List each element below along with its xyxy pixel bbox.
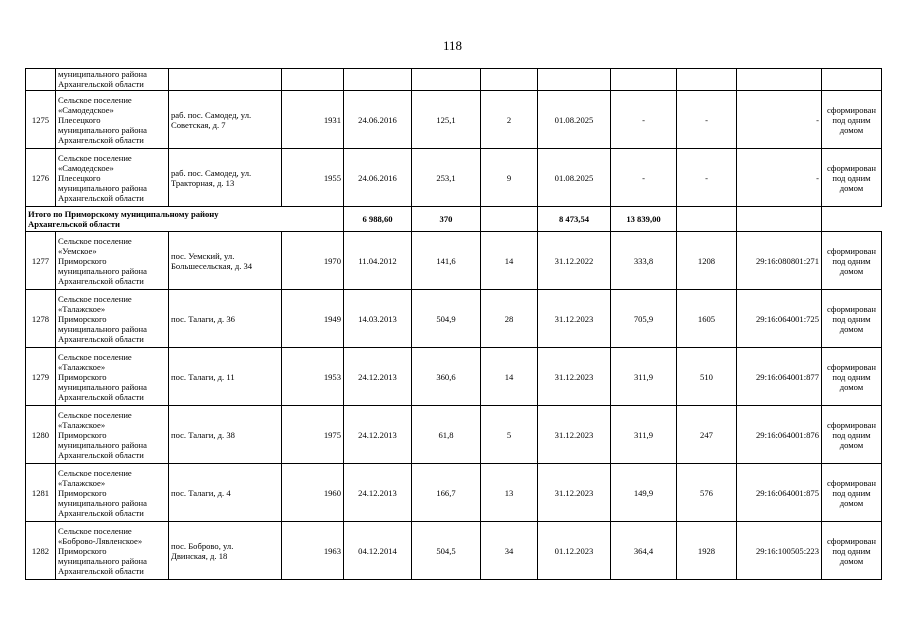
- total-label-line: Итого по Приморскому муниципальному району: [28, 209, 219, 219]
- cell-value-1: 311,9: [611, 406, 677, 464]
- cell-value-2: 1208: [677, 232, 737, 290]
- total-cadastral: [677, 207, 737, 232]
- name-line: муниципального района: [58, 182, 147, 193]
- cell-num: 1280: [26, 406, 56, 464]
- cell-deadline: 01.12.2023: [538, 522, 611, 580]
- cell-value-1: 333,8: [611, 232, 677, 290]
- cell-cadastral: 29:16:064001:725: [737, 290, 822, 348]
- cell-name: [56, 91, 169, 149]
- address-line: пос. Талаги, д. 11: [171, 371, 235, 382]
- cell-value-1: -: [611, 91, 677, 149]
- cell-address: [169, 232, 282, 290]
- address-line: пос. Талаги, д. 38: [171, 429, 235, 440]
- note-line: домом: [839, 497, 864, 508]
- cell-value-2: [677, 69, 737, 91]
- note-line: под одним: [832, 114, 871, 125]
- cell-note: [822, 290, 882, 348]
- cell-value-1: 364,4: [611, 522, 677, 580]
- note-line: под одним: [832, 255, 871, 266]
- cell-value-1: [611, 69, 677, 91]
- cell-people: 14: [481, 348, 538, 406]
- cell-cadastral: 29:16:100505:223: [737, 522, 822, 580]
- cell-value-2: 247: [677, 406, 737, 464]
- note-line: сформирован: [827, 104, 876, 115]
- cell-year: 1970: [282, 232, 344, 290]
- address-line: пос. Талаги, д. 4: [171, 487, 231, 498]
- note-line: под одним: [832, 371, 871, 382]
- name-line: муниципального района: [58, 265, 147, 276]
- name-line: Архангельской области: [58, 134, 144, 145]
- cell-date: 14.03.2013: [344, 290, 412, 348]
- total-value-1: 8 473,54: [538, 207, 611, 232]
- cell-deadline: 01.08.2025: [538, 149, 611, 207]
- name-line: Приморского: [58, 429, 107, 440]
- name-line: Архангельской области: [58, 79, 144, 89]
- name-line: Сельское поселение: [58, 293, 132, 304]
- total-deadline: [481, 207, 538, 232]
- total-label: [26, 207, 344, 232]
- name-line: муниципального района: [58, 439, 147, 450]
- cell-name: [56, 406, 169, 464]
- cell-name: [56, 348, 169, 406]
- cell-area: 504,9: [412, 290, 481, 348]
- cell-name: [56, 290, 169, 348]
- cell-cadastral: 29:16:064001:876: [737, 406, 822, 464]
- name-line: Приморского: [58, 255, 107, 266]
- cell-deadline: 31.12.2023: [538, 406, 611, 464]
- total-label-line: Архангельской области: [28, 219, 120, 229]
- cell-cadastral: -: [737, 149, 822, 207]
- cell-year: 1963: [282, 522, 344, 580]
- address-line: раб. пос. Самодед, ул.: [171, 109, 252, 120]
- cell-people: 2: [481, 91, 538, 149]
- continuation-row: [26, 69, 882, 91]
- cell-area: 166,7: [412, 464, 481, 522]
- table-body: [26, 69, 882, 580]
- address-line: пос. Уемский, ул.: [171, 250, 235, 261]
- cell-num: 1275: [26, 91, 56, 149]
- name-line: «Талажское»: [58, 361, 106, 372]
- name-line: «Самодедское»: [58, 104, 114, 115]
- cell-num: 1281: [26, 464, 56, 522]
- cell-date: 24.12.2013: [344, 464, 412, 522]
- cell-date: 24.06.2016: [344, 149, 412, 207]
- cell-deadline: 31.12.2022: [538, 232, 611, 290]
- note-line: под одним: [832, 545, 871, 556]
- cell-note: [822, 464, 882, 522]
- total-value-2: 13 839,00: [611, 207, 677, 232]
- name-line: муниципального района: [58, 497, 147, 508]
- cell-date: 24.06.2016: [344, 91, 412, 149]
- cell-people: 9: [481, 149, 538, 207]
- cell-date: 24.12.2013: [344, 406, 412, 464]
- name-line: Приморского: [58, 545, 107, 556]
- cell-cadastral: [737, 69, 822, 91]
- cell-value-2: 510: [677, 348, 737, 406]
- name-line: Плесецкого: [58, 172, 101, 183]
- cell-date: 11.04.2012: [344, 232, 412, 290]
- cell-note: [822, 406, 882, 464]
- name-line: «Боброво-Лявленское»: [58, 535, 143, 546]
- cell-people: 13: [481, 464, 538, 522]
- name-line: Архангельской области: [58, 507, 144, 518]
- name-line: «Талажское»: [58, 303, 106, 314]
- cell-deadline: 31.12.2023: [538, 464, 611, 522]
- housing-register-table: [25, 68, 882, 580]
- cell-name: [56, 522, 169, 580]
- name-line: Сельское поселение: [58, 467, 132, 478]
- note-line: сформирован: [827, 245, 876, 256]
- cell-note: [822, 522, 882, 580]
- name-line: Архангельской области: [58, 391, 144, 402]
- cell-name: [56, 149, 169, 207]
- address-line: Большесельская, д. 34: [171, 260, 253, 271]
- cell-value-1: -: [611, 149, 677, 207]
- cell-area: 125,1: [412, 91, 481, 149]
- name-line: Сельское поселение: [58, 525, 132, 536]
- table-row: [26, 406, 882, 464]
- name-line: муниципального района: [58, 323, 147, 334]
- name-line: Архангельской области: [58, 333, 144, 344]
- name-line: муниципального района: [58, 69, 147, 79]
- name-line: Архангельской области: [58, 192, 144, 203]
- name-line: Архангельской области: [58, 449, 144, 460]
- page-number: 118: [442, 38, 463, 53]
- cell-year: 1955: [282, 149, 344, 207]
- cell-area: 61,8: [412, 406, 481, 464]
- cell-value-1: 311,9: [611, 348, 677, 406]
- cell-year: [282, 69, 344, 91]
- address-line: пос. Боброво, ул.: [171, 540, 234, 551]
- cell-area: 253,1: [412, 149, 481, 207]
- note-line: домом: [839, 124, 864, 135]
- total-note: [737, 207, 822, 232]
- cell-address: [169, 522, 282, 580]
- name-line: муниципального района: [58, 124, 147, 135]
- cell-year: 1931: [282, 91, 344, 149]
- cell-year: 1949: [282, 290, 344, 348]
- cell-address: [169, 69, 282, 91]
- name-line: «Талажское»: [58, 419, 106, 430]
- name-line: Плесецкого: [58, 114, 101, 125]
- cell-num: 1277: [26, 232, 56, 290]
- name-line: Сельское поселение: [58, 409, 132, 420]
- note-line: под одним: [832, 487, 871, 498]
- cell-people: 5: [481, 406, 538, 464]
- note-line: домом: [839, 439, 864, 450]
- cell-address: [169, 91, 282, 149]
- address-line: пос. Талаги, д. 36: [171, 313, 235, 324]
- cell-date: 24.12.2013: [344, 348, 412, 406]
- note-line: под одним: [832, 313, 871, 324]
- address-line: Советская, д. 7: [171, 119, 226, 130]
- name-line: Сельское поселение: [58, 94, 132, 105]
- total-people: 370: [412, 207, 481, 232]
- table-row: [26, 232, 882, 290]
- cell-name: [56, 69, 169, 91]
- total-row: [26, 207, 882, 232]
- cell-note: [822, 91, 882, 149]
- table-row: [26, 522, 882, 580]
- cell-area: [412, 69, 481, 91]
- name-line: Сельское поселение: [58, 351, 132, 362]
- cell-year: 1975: [282, 406, 344, 464]
- name-line: Сельское поселение: [58, 235, 132, 246]
- note-line: домом: [839, 265, 864, 276]
- address-line: Двинская, д. 18: [171, 550, 228, 561]
- note-line: домом: [839, 182, 864, 193]
- note-line: сформирован: [827, 419, 876, 430]
- cell-note: [822, 348, 882, 406]
- cell-value-1: 705,9: [611, 290, 677, 348]
- cell-year: 1953: [282, 348, 344, 406]
- note-line: домом: [839, 381, 864, 392]
- cell-value-2: 1605: [677, 290, 737, 348]
- cell-num: 1276: [26, 149, 56, 207]
- cell-area: 141,6: [412, 232, 481, 290]
- name-line: Приморского: [58, 371, 107, 382]
- cell-people: 14: [481, 232, 538, 290]
- name-line: Сельское поселение: [58, 152, 132, 163]
- name-line: «Самодедское»: [58, 162, 114, 173]
- table-row: [26, 464, 882, 522]
- cell-name: [56, 232, 169, 290]
- cell-date: [344, 69, 412, 91]
- cell-area: 360,6: [412, 348, 481, 406]
- address-line: Тракторная, д. 13: [171, 177, 235, 188]
- note-line: домом: [839, 555, 864, 566]
- cell-people: 34: [481, 522, 538, 580]
- cell-address: [169, 348, 282, 406]
- cell-year: 1960: [282, 464, 344, 522]
- note-line: домом: [839, 323, 864, 334]
- name-line: Архангельской области: [58, 275, 144, 286]
- cell-value-2: -: [677, 91, 737, 149]
- name-line: Приморского: [58, 313, 107, 324]
- note-line: сформирован: [827, 303, 876, 314]
- note-line: сформирован: [827, 535, 876, 546]
- cell-deadline: 31.12.2023: [538, 348, 611, 406]
- table-row: [26, 149, 882, 207]
- cell-cadastral: 29:16:080801:271: [737, 232, 822, 290]
- cell-value-2: -: [677, 149, 737, 207]
- cell-deadline: 31.12.2023: [538, 290, 611, 348]
- note-line: под одним: [832, 429, 871, 440]
- table-row: [26, 290, 882, 348]
- cell-cadastral: 29:16:064001:875: [737, 464, 822, 522]
- cell-date: 04.12.2014: [344, 522, 412, 580]
- cell-cadastral: 29:16:064001:877: [737, 348, 822, 406]
- cell-deadline: [538, 69, 611, 91]
- cell-num: [26, 69, 56, 91]
- cell-address: [169, 149, 282, 207]
- cell-address: [169, 406, 282, 464]
- name-line: Приморского: [58, 487, 107, 498]
- note-line: сформирован: [827, 361, 876, 372]
- address-line: раб. пос. Самодед, ул.: [171, 167, 252, 178]
- cell-note: [822, 232, 882, 290]
- note-line: сформирован: [827, 162, 876, 173]
- cell-people: [481, 69, 538, 91]
- note-line: под одним: [832, 172, 871, 183]
- cell-num: 1282: [26, 522, 56, 580]
- cell-value-2: 1928: [677, 522, 737, 580]
- cell-note: [822, 69, 882, 91]
- table-row: [26, 91, 882, 149]
- cell-address: [169, 290, 282, 348]
- cell-people: 28: [481, 290, 538, 348]
- cell-address: [169, 464, 282, 522]
- total-area: 6 988,60: [344, 207, 412, 232]
- name-line: муниципального района: [58, 555, 147, 566]
- note-line: сформирован: [827, 477, 876, 488]
- cell-cadastral: -: [737, 91, 822, 149]
- cell-num: 1279: [26, 348, 56, 406]
- cell-num: 1278: [26, 290, 56, 348]
- table-row: [26, 348, 882, 406]
- cell-area: 504,5: [412, 522, 481, 580]
- cell-name: [56, 464, 169, 522]
- name-line: «Уемское»: [58, 245, 97, 256]
- cell-note: [822, 149, 882, 207]
- cell-value-1: 149,9: [611, 464, 677, 522]
- name-line: «Талажское»: [58, 477, 106, 488]
- cell-deadline: 01.08.2025: [538, 91, 611, 149]
- cell-value-2: 576: [677, 464, 737, 522]
- name-line: муниципального района: [58, 381, 147, 392]
- name-line: Архангельской области: [58, 565, 144, 576]
